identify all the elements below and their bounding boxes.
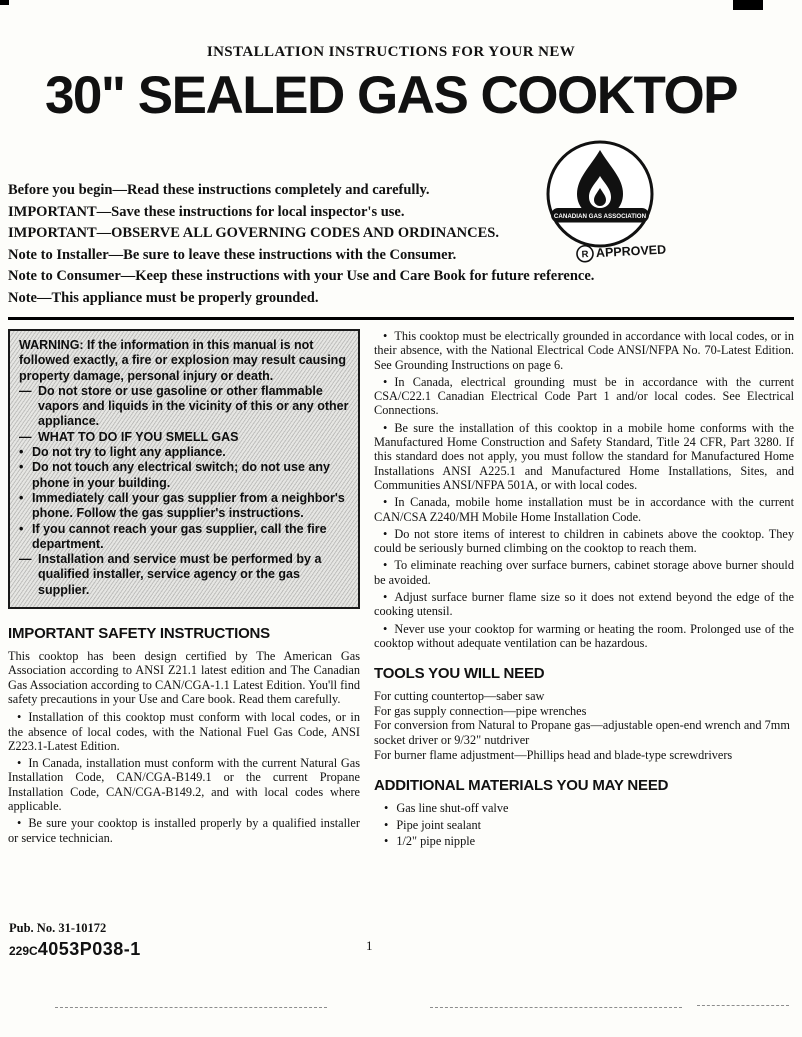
bullet-marker: •	[19, 490, 24, 505]
bullet-marker: •	[383, 329, 388, 343]
cga-badge-graphic	[538, 136, 670, 268]
material-item	[374, 834, 794, 850]
dash-marker: —	[19, 429, 32, 444]
intro-notes	[8, 180, 794, 309]
bullet-marker: •	[17, 710, 22, 725]
dash-marker: —	[19, 383, 32, 398]
bullet-marker: •	[17, 816, 22, 831]
bullet-item	[374, 495, 794, 524]
tools-line: For conversion from Natural to Propane gas—adjustable open-end wrench and 7mm socket driver or 9/32" nutdriver	[374, 718, 790, 748]
material-text: Gas line shut-off valve	[396, 801, 509, 816]
warning-sub-item	[19, 460, 349, 491]
bullet-marker: •	[383, 526, 388, 541]
approved-text: APPROVED	[595, 242, 667, 261]
bullet-item	[374, 527, 794, 556]
left-column	[8, 329, 360, 848]
bullet-marker: •	[383, 420, 388, 435]
bullet-item	[374, 622, 794, 651]
material-text: 1/2" pipe nipple	[396, 834, 476, 849]
tools-line: For burner flame adjustment—Phillips head and blade-type screwdrivers	[374, 747, 733, 762]
warning-item-text: Do not touch any electrical switch; do not use any phone in your building.	[32, 460, 330, 490]
bullet-item	[374, 375, 794, 418]
dash-marker: —	[19, 552, 32, 567]
tools-heading: TOOLS YOU WILL NEED	[374, 665, 545, 683]
part-number: 4053P038-1	[37, 939, 141, 959]
bullet-text: Be sure the installation of this cooktop in a mobile home conforms with the Manufactured Home Construction and Safety Standard, Title 24 CFR, Part 3280. If this standard does not apply, you must follow the standard for Manufactured Home Installations ANSI A225.1 and Manufactured Home Installations, Sites, and Communities ANSI/NFPA 501A, or with local codes.	[374, 420, 794, 492]
scan-artifact-dashed-line	[55, 1007, 327, 1008]
warning-sub-item	[19, 491, 349, 522]
page-number: 1	[366, 938, 373, 953]
warning-item-text: Do not try to light any appliance.	[32, 445, 226, 460]
intro-line: Note—This appliance must be properly grounded.	[8, 289, 319, 306]
bullet-item	[374, 329, 794, 372]
cga-approved-badge	[538, 136, 670, 268]
warning-item	[19, 552, 349, 598]
bullet-marker: •	[19, 445, 24, 460]
bullet-text: In Canada, installation must conform with the current Natural Gas Installation Code, CAN/CGA-B149.1 or the current Propane Installation Code, CAN/CGA-B149.2, and with local codes where applicable.	[8, 756, 360, 814]
part-number-line	[9, 939, 141, 960]
material-text: Pipe joint sealant	[396, 817, 482, 832]
bullet-text: This cooktop must be electrically grounded in accordance with local codes, or in their absence, with the National Electrical Code ANSI/NFPA No. 70-Latest Edition. See Grounding Instructions on page 6.	[374, 329, 794, 372]
document-header: INSTALLATION INSTRUCTIONS FOR YOUR NEW	[206, 44, 576, 60]
bullet-text: Installation of this cooktop must conform with local codes, or in the absence of local codes, with the National Fuel Gas Code, ANSI Z223.1-Latest Edition.	[8, 710, 360, 753]
bullet-item	[374, 558, 794, 587]
intro-line: IMPORTANT—OBSERVE ALL GOVERNING CODES AND ORDINANCES.	[8, 225, 499, 241]
warning-item-text: Do not store or use gasoline or other flammable vapors and liquids in the vicinity of this or any other appliance.	[38, 383, 349, 429]
bullet-item	[374, 421, 794, 492]
warning-sub-item	[19, 522, 349, 553]
bullet-marker: •	[383, 495, 388, 510]
scan-artifact-dashed-line	[430, 1007, 682, 1008]
material-item	[374, 801, 794, 817]
part-number-prefix: 229C	[9, 944, 38, 958]
bullet-marker: •	[384, 801, 389, 816]
bullet-marker: •	[383, 590, 388, 605]
bullet-marker: •	[384, 817, 389, 832]
warning-item-text: WHAT TO DO IF YOU SMELL GAS	[38, 429, 239, 444]
bullet-text: Never use your cooktop for warming or heating the room. Prolonged use of the cooktop without adequate ventilation can be hazardous.	[374, 621, 794, 650]
bullet-marker: •	[17, 756, 22, 771]
registered-mark: R	[581, 249, 589, 261]
scan-artifact-dashed-line	[697, 1005, 789, 1006]
warning-item-text: Installation and service must be performed by a qualified installer, service agency or the gas supplier.	[38, 552, 322, 597]
intro-line: Note to Installer—Be sure to leave these instructions with the Consumer.	[8, 246, 457, 263]
bullet-text: To eliminate reaching over surface burners, cabinet storage above burner should be avoided.	[374, 558, 794, 587]
publication-number: Pub. No. 31-10172	[9, 921, 107, 935]
materials-heading: ADDITIONAL MATERIALS YOU MAY NEED	[374, 777, 669, 795]
bullet-marker: •	[19, 521, 24, 536]
bullet-marker: •	[383, 558, 388, 573]
bullet-text: In Canada, electrical grounding must be in accordance with the current CSA/C22.1 Canadian Electrical Code Part 1 and/or local codes. See Electrical Connections.	[374, 374, 794, 418]
tools-line: For gas supply connection—pipe wrenches	[374, 703, 587, 718]
warning-sub-item	[19, 445, 349, 460]
material-item	[374, 818, 794, 834]
safety-intro-paragraph: This cooktop has been design certified by The American Gas Association according to ANSI Z21.1 latest edition and The Canadian Gas Association according to CAN/CGA-1.1 Latest Edition. You'll find safety precautions in your Use and Care book. Read them carefully.	[8, 649, 360, 706]
bullet-marker: •	[383, 621, 388, 636]
horizontal-rule	[8, 317, 794, 320]
page-title: 30" SEALED GAS COOKTOP	[44, 66, 738, 125]
bullet-text: Adjust surface burner flame size so it does not extend beyond the edge of the cooking utensil.	[374, 590, 794, 619]
bullet-item	[8, 756, 360, 813]
two-column-body	[8, 329, 794, 851]
bullet-item	[374, 590, 794, 619]
scan-artifact-top-left	[0, 0, 9, 5]
safety-heading: IMPORTANT SAFETY INSTRUCTIONS	[8, 625, 270, 643]
bullet-text: Do not store items of interest to children in cabinets above the cooktop. They could be seriously burned climbing on the cooktop to reach them.	[374, 526, 794, 556]
bullet-marker: •	[384, 834, 389, 849]
publication-footer	[9, 921, 141, 960]
bullet-marker: •	[19, 460, 24, 475]
bullet-text: In Canada, mobile home installation must be in accordance with the current CAN/CSA Z240/MH Mobile Home Installation Code.	[374, 495, 794, 524]
cga-banner-text: CANADIAN GAS ASSOCIATION	[553, 213, 647, 220]
intro-line: Note to Consumer—Keep these instructions with your Use and Care Book for future reference.	[8, 268, 595, 284]
warning-heading: WARNING: If the information in this manual is not followed exactly, a fire or explosion may result causing property damage, personal injury or death.	[19, 338, 346, 383]
bullet-text: Be sure your cooktop is installed properly by a qualified installer or service technician.	[8, 816, 360, 845]
warning-item	[19, 384, 349, 430]
warning-box	[8, 329, 360, 609]
bullet-marker: •	[383, 374, 388, 389]
intro-line: IMPORTANT—Save these instructions for local inspector's use.	[8, 203, 405, 220]
warning-item-text: Immediately call your gas supplier from a neighbor's phone. Follow the gas supplier's instructions.	[32, 490, 345, 521]
warning-item-text: If you cannot reach your gas supplier, call the fire department.	[32, 521, 327, 551]
warning-item	[19, 430, 349, 445]
bullet-item	[8, 710, 360, 753]
scan-artifact-top-right	[733, 0, 763, 10]
bullet-item	[8, 816, 360, 845]
tools-line: For cutting countertop—saber saw	[374, 689, 545, 704]
intro-line: Before you begin—Read these instructions completely and carefully.	[8, 182, 430, 198]
right-column	[374, 329, 794, 851]
